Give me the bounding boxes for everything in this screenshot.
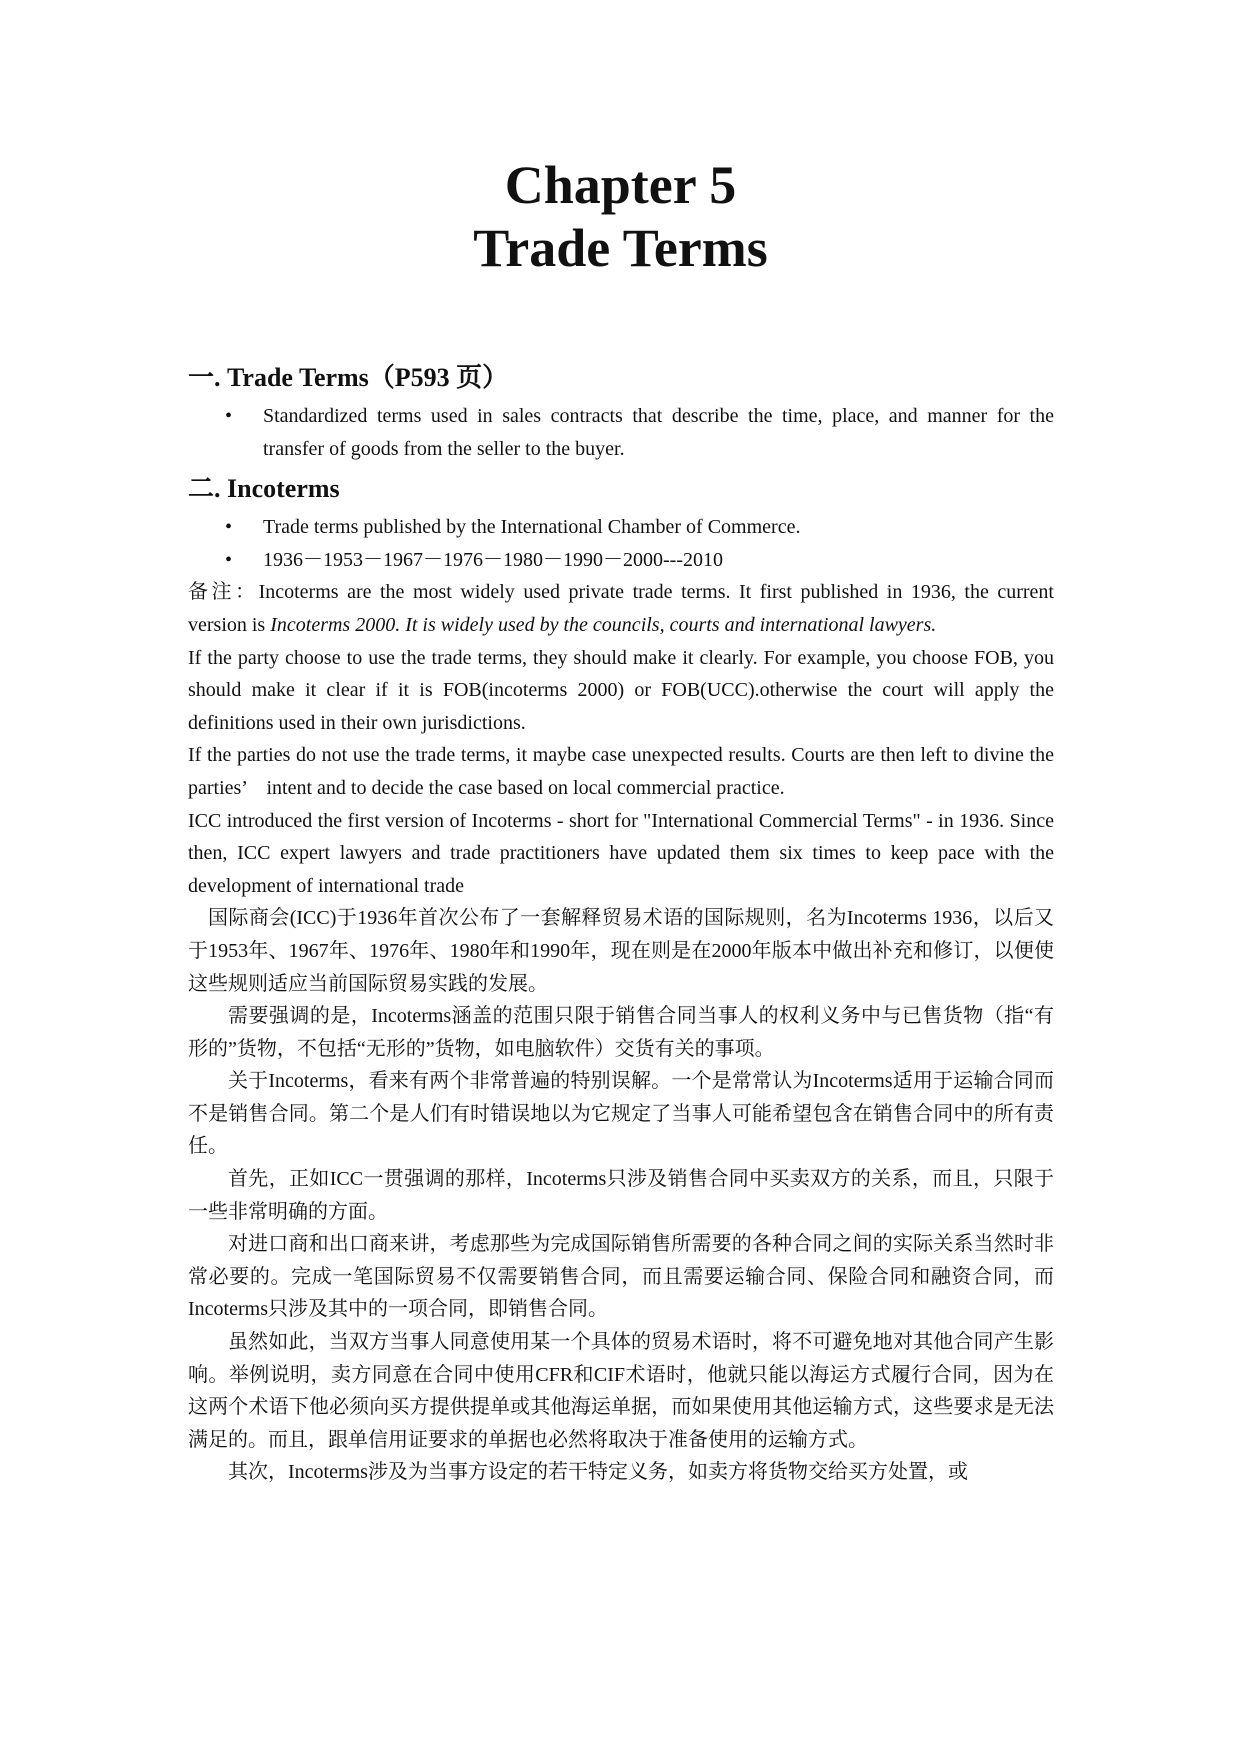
en-paragraph: If the parties do not use the trade terms, it maybe case unexpected results. Courts are then left to divine the parties’ intent and to decide the case based on local commercial practice. [188,744,1054,799]
section-heading-incoterms: 二. Incoterms [188,474,340,504]
cn-paragraph: 关于Incoterms，看来有两个非常普遍的特别误解。一个是常常认为Incoterms适用于运输合同而不是销售合同。第二个是人们有时错误地以为它规定了当事人可能希望包含在销售合同中的所有责任。 [188,1070,1054,1158]
chapter-number-title: Chapter 5 [504,155,737,215]
en-paragraph: If the party choose to use the trade terms, they should make it clearly. For example, you choose FOB, you should make it clear if it is FOB(incoterms 2000) or FOB(UCC).otherwise the court will apply the definitions used in their own jurisdictions. [188,646,1054,734]
cn-paragraph: 其次，Incoterms涉及为当事方设定的若干特定义务，如卖方将货物交给买方处置，或 [228,1461,968,1484]
note-italic-text: Incoterms 2000. It is widely used by the councils, courts and international lawyers. [270,613,937,636]
cn-paragraph: 首先，正如ICC一贯强调的那样，Incoterms只涉及销售合同中买卖双方的关系，而且，只限于一些非常明确的方面。 [188,1168,1054,1223]
bullet-item: • Standardized terms used in sales contracts that describe the time, place, and manner for the transfer of goods from the seller to the buyer. [263,400,1054,465]
cn-paragraph: 对进口商和出口商来讲，考虑那些为完成国际销售所需要的各种合同之间的实际关系当然时非常必要的。完成一笔国际贸易不仅需要销售合同，而且需要运输合同、保险合同和融资合同，而Incoterms只涉及其中的一项合同，即销售合同。 [188,1233,1054,1321]
trade-terms-bullet-list [188,400,1054,465]
bullet-item: • 1936－1953－1967－1976－1980－1990－2000---2010 [263,544,1054,577]
chapter-title: Trade Terms [473,218,768,278]
cn-paragraph: 需要强调的是，Incoterms涵盖的范围只限于销售合同当事人的权利义务中与已售货物（指“有形的”货物，不包括“无形的”货物，如电脑软件）交货有关的事项。 [188,1005,1054,1060]
note-text: 备注：Incoterms are the most widely used private trade terms. It first published in 1936, the current version is [188,581,1054,636]
en-paragraph: ICC introduced the first version of Incoterms - short for "International Commercial Terms" - in 1936. Since then, ICC expert lawyers and trade practitioners have updated them six times to keep pace with the development of international trade [188,809,1054,897]
cn-paragraph: 国际商会(ICC)于1936年首次公布了一套解释贸易术语的国际规则，名为Incoterms 1936，以后又于1953年、1967年、1976年、1980年和1990年，现在则是在2000年版本中做出补充和修订，以便使这些规则适应当前国际贸易实践的发展。 [188,907,1054,995]
document-body [188,360,1054,1489]
section-heading-trade-terms: 一. Trade Terms（P593 页） [188,363,509,392]
cn-paragraph: 虽然如此，当双方当事人同意使用某一个具体的贸易术语时，将不可避免地对其他合同产生影响。举例说明，卖方同意在合同中使用CFR和CIF术语时，他就只能以海运方式履行合同，因为在这两个术语下他必须向买方提供提单或其他海运单据，而如果使用其他运输方式，这些要求是无法满足的。而且，跟单信用证要求的单据也必然将取决于准备使用的运输方式。 [188,1331,1054,1451]
incoterms-bullet-list [188,511,1054,576]
bullet-item: • Trade terms published by the International Chamber of Commerce. [263,511,1054,544]
note-paragraph [188,576,1054,641]
